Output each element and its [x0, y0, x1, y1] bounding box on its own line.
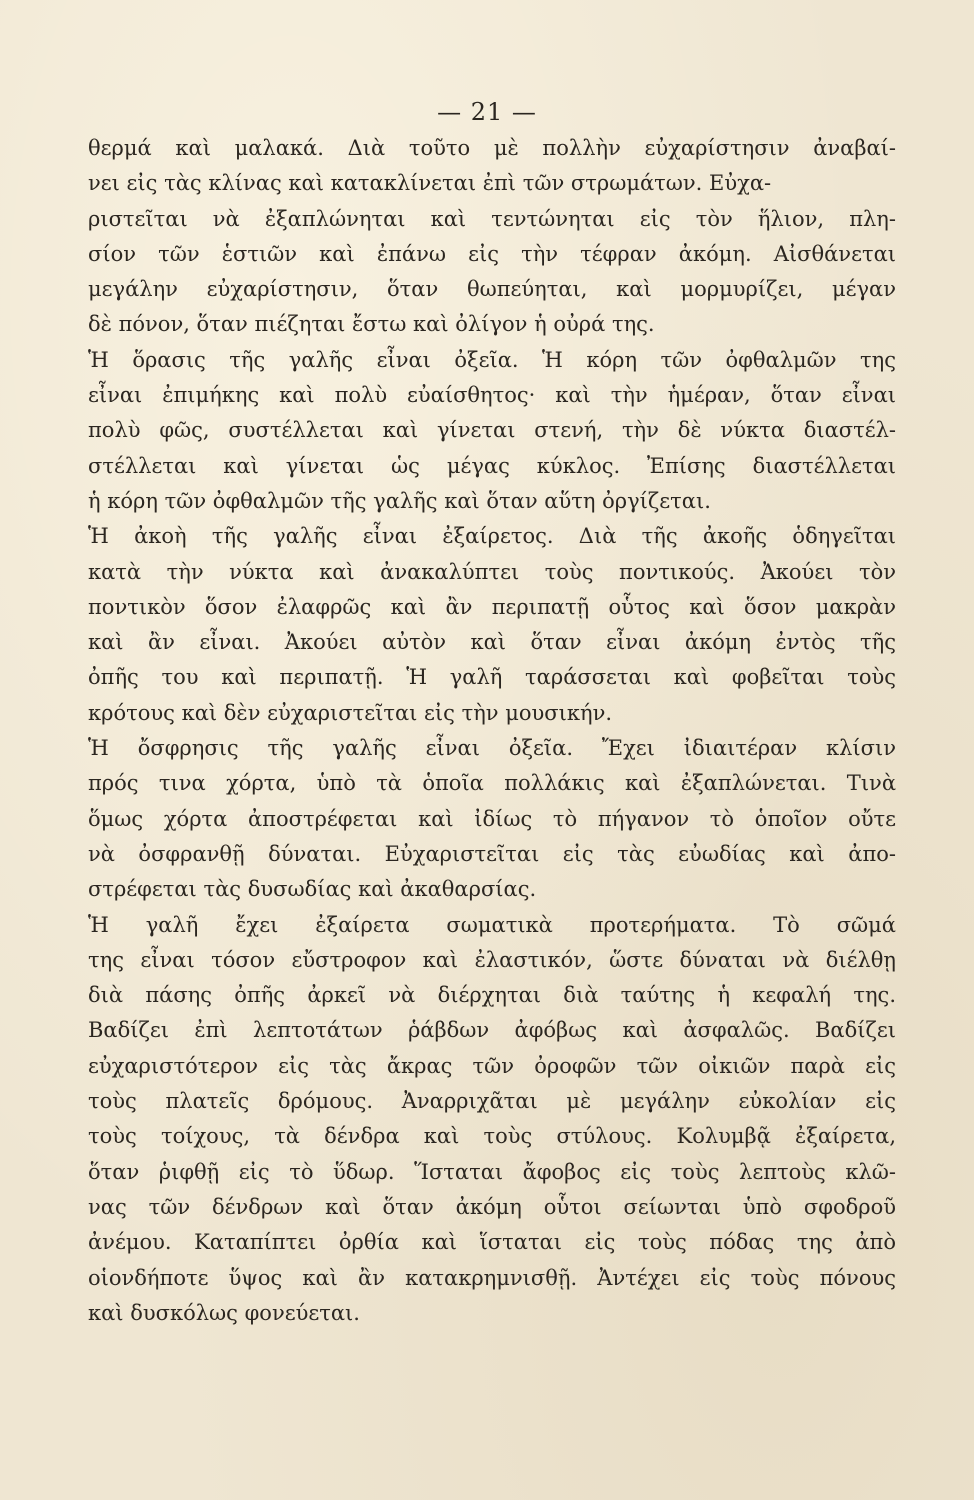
- text-line: κατὰ τὴν νύκτα καὶ ἀνακαλύπτει τοὺς ποντικούς. Ἀκούει τὸν: [88, 559, 896, 584]
- text-line: Βαδίζει ἐπὶ λεπτοτάτων ῥάβδων ἀφόβως καὶ ἀσφαλῶς. Βαδίζει: [88, 1018, 896, 1043]
- text-line: Ἡ γαλῆ ἔχει ἐξαίρετα σωματικὰ προτερήματα. Τὸ σῶμά: [88, 912, 896, 937]
- text-line: Ἡ ὅρασις τῆς γαλῆς εἶναι ὀξεῖα. Ἡ κόρη τῶν ὀφθαλμῶν της: [88, 347, 896, 372]
- text-line: στέλλεται καὶ γίνεται ὡς μέγας κύκλος. Ἐπίσης διαστέλλεται: [88, 453, 896, 478]
- text-line: πρός τινα χόρτα, ὑπὸ τὰ ὁποῖα πολλάκις καὶ ἐξαπλώνεται. Τινὰ: [88, 771, 896, 796]
- text-line: ὀπῆς του καὶ περιπατῇ. Ἡ γαλῆ ταράσσεται καὶ φοβεῖται τοὺς: [88, 665, 896, 690]
- text-line: νει εἰς τὰς κλίνας καὶ κατακλίνεται ἐπὶ τῶν στρωμάτων. Εὐχα-: [88, 171, 772, 196]
- text-line: τοὺς τοίχους, τὰ δένδρα καὶ τοὺς στύλους. Κολυμβᾷ ἐξαίρετα,: [88, 1124, 896, 1149]
- text-line: εἶναι ἐπιμήκης καὶ πολὺ εὐαίσθητος· καὶ τὴν ἡμέραν, ὅταν εἶναι: [88, 383, 896, 408]
- text-line: Ἡ ὄσφρησις τῆς γαλῆς εἶναι ὀξεῖα. Ἔχει ἰδιαιτέραν κλίσιν: [88, 736, 896, 761]
- text-line: μεγάλην εὐχαρίστησιν, ὅταν θωπεύηται, καὶ μορμυρίζει, μέγαν: [88, 277, 896, 302]
- text-line: καὶ δυσκόλως φονεύεται.: [88, 1300, 360, 1325]
- text-line: σίον τῶν ἑστιῶν καὶ ἐπάνω εἰς τὴν τέφραν ἀκόμη. Αἰσθάνεται: [88, 241, 896, 266]
- text-line: ἀνέμου. Καταπίπτει ὀρθία καὶ ἵσταται εἰς τοὺς πόδας της ἀπὸ: [88, 1230, 896, 1255]
- text-line: στρέφεται τὰς δυσωδίας καὶ ἀκαθαρσίας.: [88, 877, 537, 902]
- text-line: ὅμως χόρτα ἀποστρέφεται καὶ ἰδίως τὸ πήγανον τὸ ὁποῖον οὔτε: [88, 806, 896, 831]
- text-line: τοὺς πλατεῖς δρόμους. Ἀναρριχᾶται μὲ μεγάλην εὐκολίαν εἰς: [88, 1089, 896, 1114]
- text-line: πολὺ φῶς, συστέλλεται καὶ γίνεται στενή, τὴν δὲ νύκτα διαστέλ-: [88, 418, 896, 443]
- text-line: καὶ ἂν εἶναι. Ἀκούει αὐτὸν καὶ ὅταν εἶναι ἀκόμη ἐντὸς τῆς: [88, 630, 896, 655]
- text-line: οἱονδήποτε ὕψος καὶ ἂν κατακρημνισθῇ. Ἀντέχει εἰς τοὺς πόνους: [88, 1265, 896, 1290]
- text-line: θερμά καὶ μαλακά. Διὰ τοῦτο μὲ πολλὴν εὐχαρίστησιν ἀναβαί-: [88, 136, 896, 160]
- page-number: — 21 —: [437, 98, 537, 126]
- text-line: δὲ πόνον, ὅταν πιέζηται ἔστω καὶ ὀλίγον ἡ οὐρά της.: [88, 312, 655, 337]
- text-line: Ἡ ἀκοὴ τῆς γαλῆς εἶναι ἐξαίρετος. Διὰ τῆς ἀκοῆς ὁδηγεῖται: [88, 524, 896, 549]
- text-line: ὅταν ῥιφθῇ εἰς τὸ ὕδωρ. Ἵσταται ἄφοβος εἰς τοὺς λεπτοὺς κλῶ-: [88, 1159, 896, 1184]
- text-line: ἡ κόρη τῶν ὀφθαλμῶν τῆς γαλῆς καὶ ὅταν αὕτη ὀργίζεται.: [88, 488, 711, 513]
- text-line: νὰ ὀσφρανθῇ δύναται. Εὐχαριστεῖται εἰς τὰς εὐωδίας καὶ ἀπο-: [88, 841, 896, 866]
- text-line: της εἶναι τόσον εὔστροφον καὶ ἐλαστικόν, ὥστε δύναται νὰ διέλθῃ: [88, 947, 896, 972]
- text-line: νας τῶν δένδρων καὶ ὅταν ἀκόμη οὗτοι σείωνται ὑπὸ σφοδροῦ: [88, 1194, 896, 1219]
- text-line: διὰ πάσης ὀπῆς ἀρκεῖ νὰ διέρχηται διὰ ταύτης ἡ κεφαλή της.: [88, 983, 896, 1008]
- text-line: ριστεῖται νὰ ἐξαπλώνηται καὶ τεντώνηται εἰς τὸν ἥλιον, πλη-: [88, 206, 896, 231]
- text-line: εὐχαριστότερον εἰς τὰς ἄκρας τῶν ὀροφῶν τῶν οἰκιῶν παρὰ εἰς: [88, 1053, 896, 1078]
- text-line: κρότους καὶ δὲν εὐχαριστεῖται εἰς τὴν μουσικήν.: [88, 700, 613, 725]
- text-line: ποντικὸν ὅσον ἐλαφρῶς καὶ ἂν περιπατῇ οὗτος καὶ ὅσον μακρὰν: [88, 594, 896, 619]
- body-text: [88, 131, 896, 1331]
